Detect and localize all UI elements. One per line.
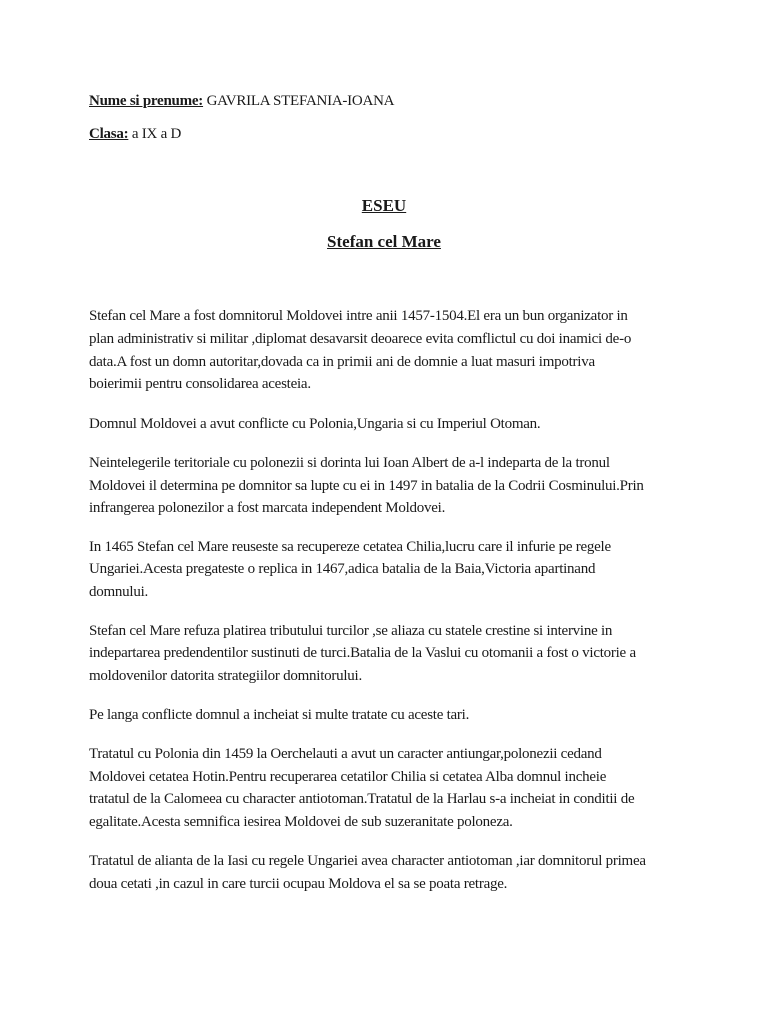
paragraph-line: doua cetati ,in cazul in care turcii ocupau Moldova el sa se poata retrage. — [89, 876, 508, 892]
paragraph-line: boierimii pentru consolidarea acesteia. — [89, 376, 311, 392]
paragraph-line: Moldovei il determina pe domnitor sa lupte cu ei in 1497 in batalia de la Codrii Cosminului.Prin — [89, 478, 644, 494]
paragraph-line: In 1465 Stefan cel Mare reuseste sa recupereze cetatea Chilia,lucru care il infurie pe regele — [89, 539, 611, 555]
class-label: Clasa: — [89, 126, 129, 142]
paragraph-line: Ungariei.Acesta pregateste o replica in 1467,adica batalia de la Baia,Victoria apartinand — [89, 561, 596, 577]
document-title: ESEU — [361, 196, 407, 215]
paragraph-line: Neintelegerile teritoriale cu polonezii si dorinta lui Ioan Albert de a-l indeparta de la tronul — [89, 455, 610, 471]
paragraph-line: data.A fost un domn autoritar,dovada ca in primii ani de domnie a luat masuri impotriva — [89, 354, 595, 370]
name-value: GAVRILA STEFANIA-IOANA — [203, 93, 395, 109]
paragraph-line: domnului. — [89, 584, 149, 600]
paragraph-line: moldovenilor datorita strategiilor domnitorului. — [89, 668, 362, 684]
class-value: a IX a D — [128, 126, 182, 142]
document-subtitle: Stefan cel Mare — [327, 232, 441, 251]
paragraph-line: Tratatul cu Polonia din 1459 la Oerchelauti a avut un caracter antiungar,polonezii cedand — [89, 746, 602, 762]
paragraph-line: indepartarea predendentilor sustinuti de turci.Batalia de la Vaslui cu otomanii a fost o victorie a — [89, 645, 636, 661]
paragraph-line: Domnul Moldovei a avut conflicte cu Polonia,Ungaria si cu Imperiul Otoman. — [89, 416, 541, 432]
paragraph-line: plan administrativ si militar ,diplomat desavarsit deoarece evita comflictul cu doi inamici de-o — [89, 331, 632, 347]
paragraph-line: tratatul de la Calomeea cu character antiotoman.Tratatul de la Harlau s-a incheiat in conditii de — [89, 791, 635, 807]
paragraph-line: Stefan cel Mare a fost domnitorul Moldovei intre anii 1457-1504.El era un bun organizator in — [89, 308, 628, 324]
paragraph-line: Tratatul de alianta de la Iasi cu regele Ungariei avea character antiotoman ,iar domnitorul primea — [89, 853, 646, 869]
paragraph-line: Moldovei cetatea Hotin.Pentru recuperarea cetatilor Chilia si cetatea Alba domnul incheie — [89, 769, 607, 785]
paragraph-line: Pe langa conflicte domnul a incheiat si multe tratate cu aceste tari. — [89, 707, 470, 723]
paragraph-line: Stefan cel Mare refuza platirea tributului turcilor ,se aliaza cu statele crestine si intervine in — [89, 623, 613, 639]
paragraph-line: egalitate.Acesta semnifica iesirea Moldovei de sub suzeranitate poloneza. — [89, 814, 513, 830]
student-name-line — [89, 92, 394, 110]
paragraph-line: infrangerea polonezilor a fost marcata independent Moldovei. — [89, 500, 446, 516]
class-line — [89, 125, 181, 143]
name-label: Nume si prenume: — [89, 93, 204, 109]
